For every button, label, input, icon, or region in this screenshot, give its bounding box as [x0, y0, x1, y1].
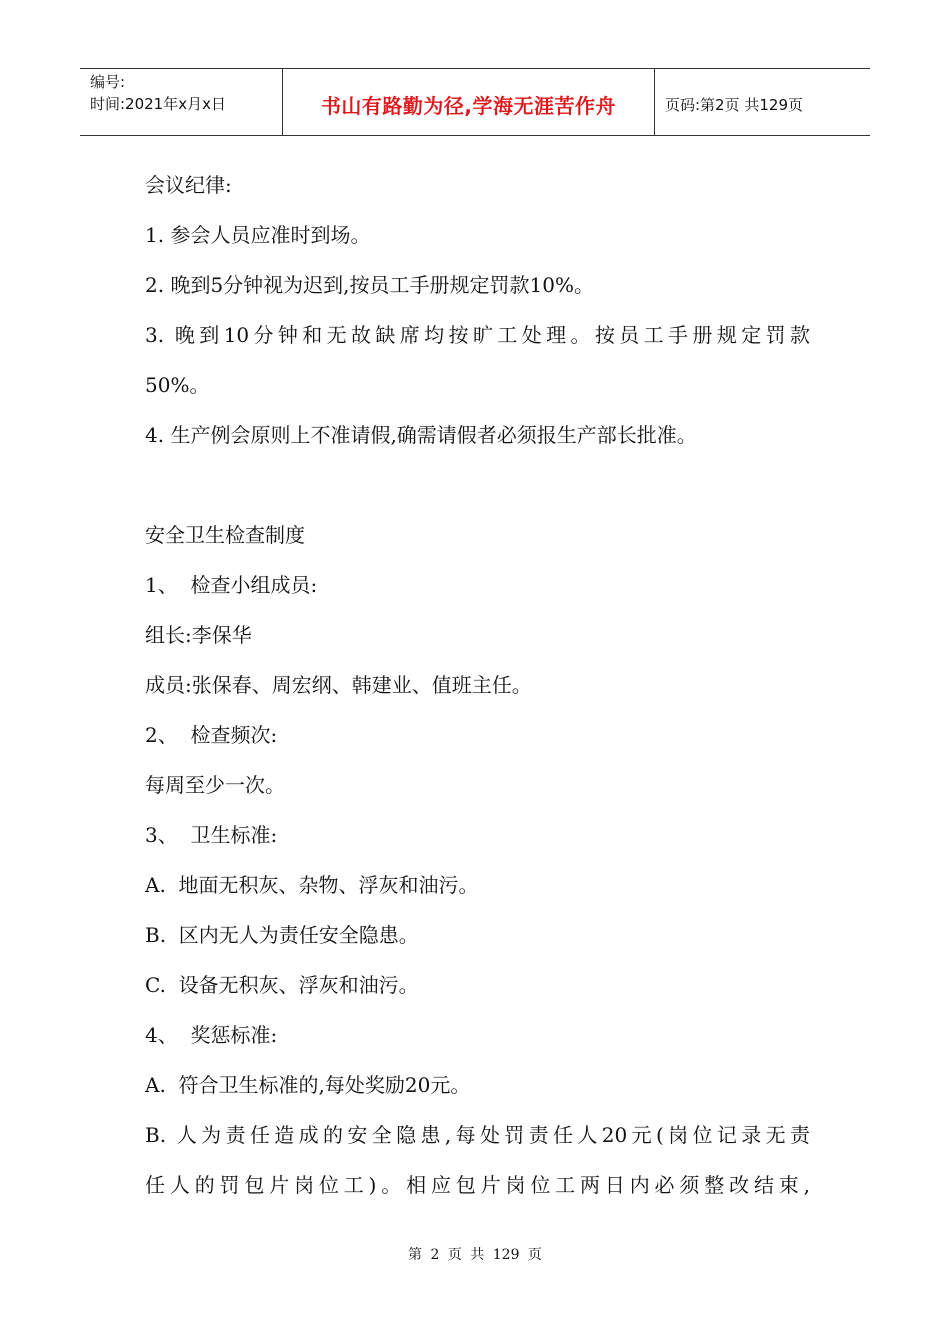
document-time-label: 时间:2021年x月x日 — [90, 95, 226, 113]
paragraph-line: A. 符合卫生标准的,每处奖励20元。 — [145, 1073, 471, 1097]
paragraph-line: 成员:张保春、周宏纲、韩建业、值班主任。 — [145, 673, 532, 697]
section-heading-safety-inspection: 安全卫生检查制度 — [145, 523, 305, 547]
paragraph-line: 2、 检查频次: — [145, 723, 278, 747]
paragraph-line: 每周至少一次。 — [145, 773, 285, 797]
paragraph-line: B. 人为责任造成的安全隐患,每处罚责任人20元(岗位记录无责 — [145, 1123, 810, 1147]
paragraph-line: 2. 晚到5分钟视为迟到,按员工手册规定罚款10%。 — [145, 273, 594, 297]
paragraph-line: 3、 卫生标准: — [145, 823, 278, 847]
header-motto-cell — [282, 69, 655, 135]
blank-line — [145, 460, 810, 510]
paragraph-line: 1、 检查小组成员: — [145, 573, 318, 597]
document-body — [145, 160, 810, 1210]
paragraph-line: C. 设备无积灰、浮灰和油污。 — [145, 973, 419, 997]
header-page-cell — [655, 69, 870, 135]
paragraph-line: 3. 晚到10分钟和无故缺席均按旷工处理。按员工手册规定罚款 — [145, 323, 810, 347]
paragraph-line: A. 地面无积灰、杂物、浮灰和油污。 — [145, 873, 479, 897]
header-meta-cell — [80, 69, 282, 135]
page-footer: 第 2 页 共 129 页 — [408, 1247, 542, 1263]
section-heading-meeting-discipline: 会议纪律: — [145, 173, 232, 197]
paragraph-line: 4. 生产例会原则上不准请假,确需请假者必须报生产部长批准。 — [145, 423, 697, 447]
paragraph-line: 组长:李保华 — [145, 623, 252, 647]
document-number-label: 编号: — [90, 73, 126, 91]
paragraph-line: 50%。 — [145, 373, 210, 397]
paragraph-line: 4、 奖惩标准: — [145, 1023, 278, 1047]
paragraph-line: 任人的罚包片岗位工)。相应包片岗位工两日内必须整改结束, — [145, 1173, 810, 1197]
paragraph-line: B. 区内无人为责任安全隐患。 — [145, 923, 419, 947]
header-table — [80, 68, 870, 136]
header-motto: 书山有路勤为径,学海无涯苦作舟 — [320, 93, 617, 118]
paragraph-line: 1. 参会人员应准时到场。 — [145, 223, 371, 247]
header-page-label: 页码:第2页 共129页 — [665, 95, 803, 114]
